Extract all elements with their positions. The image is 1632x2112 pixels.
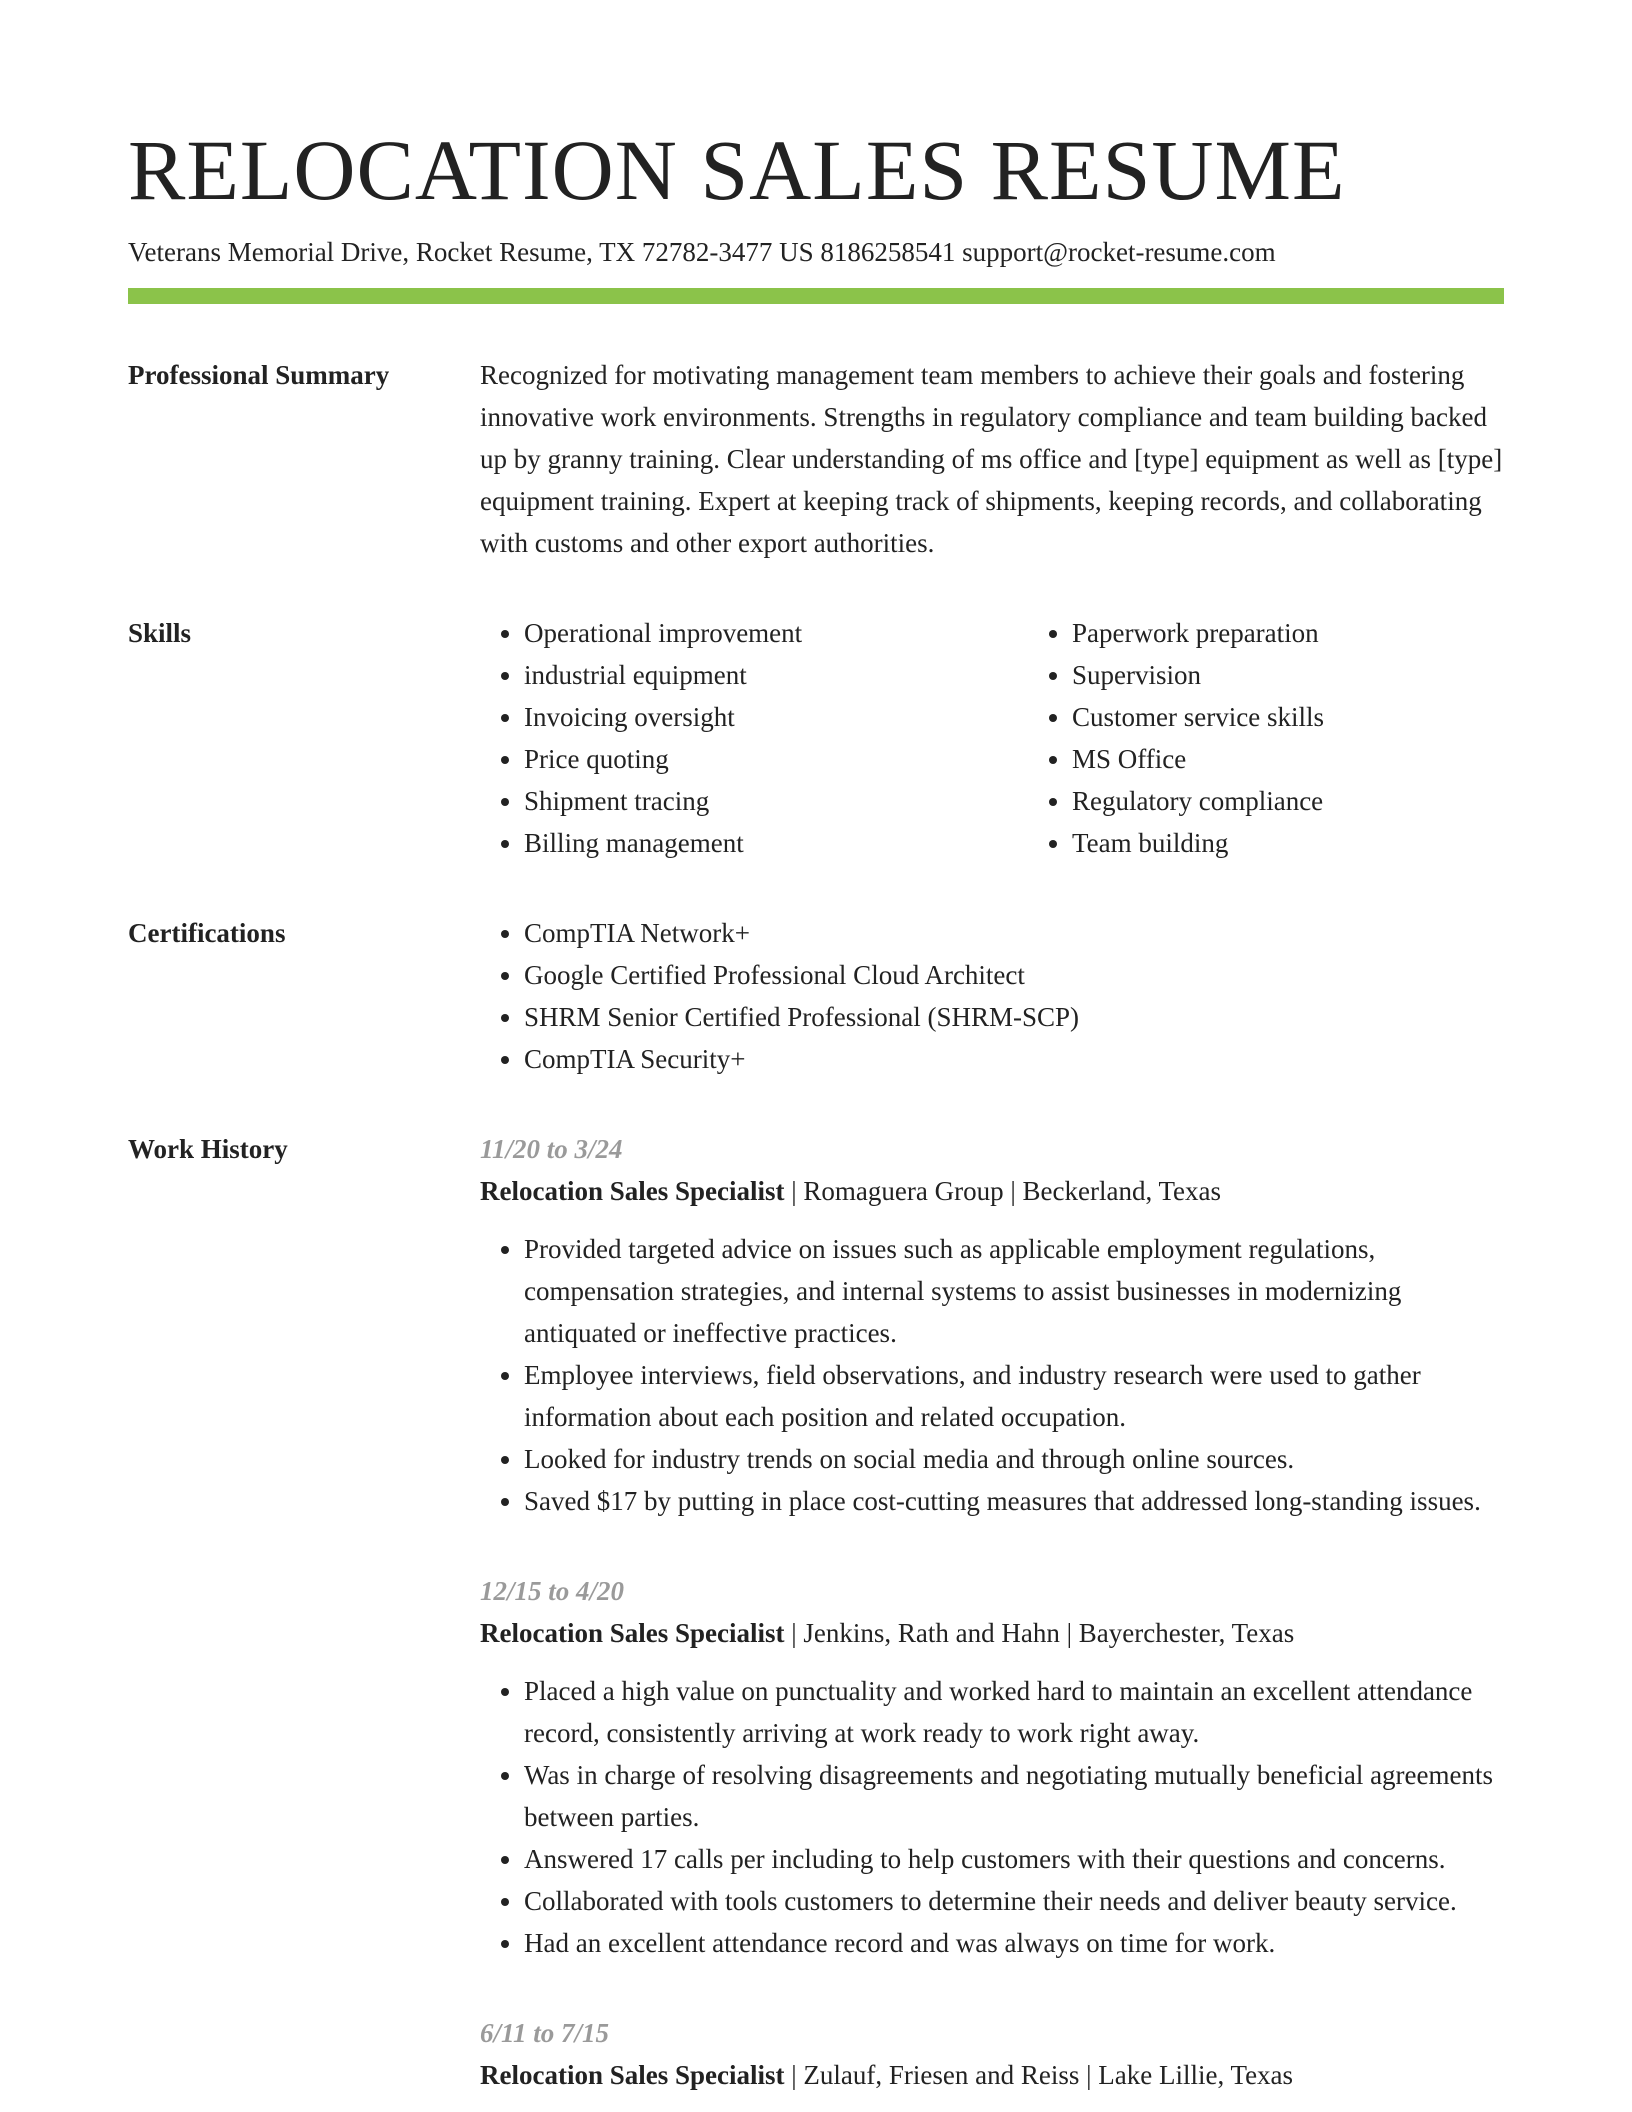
job-entry	[480, 2012, 1504, 2096]
job-bullet: • Collaborated with tools customers to determine their needs and deliver beauty service.	[524, 1880, 1504, 1922]
section-heading: Professional Summary	[128, 360, 390, 390]
job-bullet: • Saved $17 by putting in place cost-cutting measures that addressed long-standing issues.	[524, 1480, 1504, 1522]
job-bullets	[480, 1228, 1504, 1522]
certifications-list	[480, 912, 1504, 1080]
resume-title: RELOCATION SALES RESUME	[128, 122, 1346, 218]
job-bullet: • Provided targeted advice on issues such as applicable employment regulations, compensation strategies, and internal systems to assist businesses in modernizing antiquated or ineffective practices.	[524, 1228, 1504, 1354]
skill-item: • Price quoting	[524, 738, 1028, 780]
skill-item: • Invoicing oversight	[524, 696, 1028, 738]
certification-item: • CompTIA Security+	[524, 1038, 1504, 1080]
certification-item: • CompTIA Network+	[524, 912, 1504, 954]
job-title: Relocation Sales Specialist	[480, 2060, 785, 2090]
skill-item: • Supervision	[1072, 654, 1576, 696]
skills-section	[128, 612, 1504, 864]
job-bullet: • Looked for industry trends on social media and through online sources.	[524, 1438, 1504, 1480]
skills-list-left	[480, 612, 1028, 864]
skill-item: • Regulatory compliance	[1072, 780, 1576, 822]
header-divider	[128, 288, 1504, 304]
skill-item: • industrial equipment	[524, 654, 1028, 696]
skill-item: • Billing management	[524, 822, 1028, 864]
job-date: 12/15 to 4/20	[480, 1576, 625, 1606]
job-company: | Jenkins, Rath and Hahn | Bayerchester, Texas	[784, 1618, 1295, 1648]
job-title-line	[480, 1170, 1504, 1212]
job-entry	[480, 1570, 1504, 1964]
job-title-line	[480, 1612, 1504, 1654]
job-title-line	[480, 2054, 1504, 2096]
job-bullet: • Placed a high value on punctuality and worked hard to maintain an excellent attendance record, consistently arriving at work ready to work right away.	[524, 1670, 1504, 1754]
job-title: Relocation Sales Specialist	[480, 1618, 785, 1648]
summary-section	[128, 354, 1504, 564]
section-heading: Work History	[128, 1134, 288, 1164]
certification-item: • SHRM Senior Certified Professional (SHRM-SCP)	[524, 996, 1504, 1038]
summary-text: Recognized for motivating management team members to achieve their goals and fostering innovative work environments. Strengths in regulatory compliance and team building backed up by granny training. Clear understanding of ms office and [type] equipment as well as [type] equipment training. Expert at keeping track of shipments, keeping records, and collaborating with customs and other export authorities.	[480, 360, 1503, 558]
job-date: 11/20 to 3/24	[480, 1134, 623, 1164]
job-company: | Romaguera Group | Beckerland, Texas	[784, 1176, 1222, 1206]
job-bullet: • Employee interviews, field observations, and industry research were used to gather information about each position and related occupation.	[524, 1354, 1504, 1438]
certifications-section	[128, 912, 1504, 1080]
skill-item: • Team building	[1072, 822, 1576, 864]
job-company: | Zulauf, Friesen and Reiss | Lake Lillie, Texas	[784, 2060, 1294, 2090]
section-heading: Certifications	[128, 918, 286, 948]
skill-item: • Operational improvement	[524, 612, 1028, 654]
certification-item: • Google Certified Professional Cloud Architect	[524, 954, 1504, 996]
contact-line: Veterans Memorial Drive, Rocket Resume, TX 72782-3477 US 8186258541 support@rocket-resume.com	[128, 237, 1276, 267]
job-entry	[480, 1128, 1504, 1522]
resume-page	[128, 0, 1504, 2096]
skill-item: • Paperwork preparation	[1072, 612, 1576, 654]
job-bullet: • Was in charge of resolving disagreements and negotiating mutually beneficial agreements between parties.	[524, 1754, 1504, 1838]
job-bullets	[480, 1670, 1504, 1964]
section-heading: Skills	[128, 618, 192, 648]
job-bullet: • Had an excellent attendance record and was always on time for work.	[524, 1922, 1504, 1964]
skill-item: • MS Office	[1072, 738, 1576, 780]
job-bullet: • Answered 17 calls per including to help customers with their questions and concerns.	[524, 1838, 1504, 1880]
skill-item: • Customer service skills	[1072, 696, 1576, 738]
job-title: Relocation Sales Specialist	[480, 1176, 785, 1206]
skills-list-right	[1028, 612, 1576, 864]
work-history-section	[128, 1128, 1504, 2096]
skill-item: • Shipment tracing	[524, 780, 1028, 822]
job-date: 6/11 to 7/15	[480, 2018, 610, 2048]
